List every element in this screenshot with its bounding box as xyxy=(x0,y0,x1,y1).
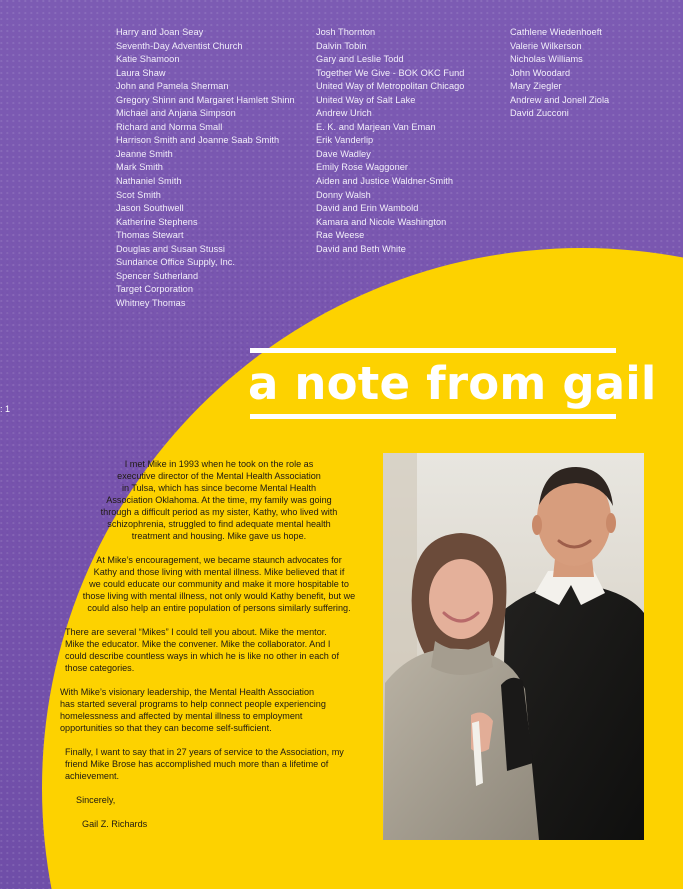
donor-name: Dalvin Tobin xyxy=(316,40,367,51)
portrait-illustration xyxy=(383,453,644,840)
donor-list-column-2 xyxy=(316,26,464,256)
donor-name: E. K. and Marjean Van Eman xyxy=(316,121,436,132)
donor-name: Kamara and Nicole Washington xyxy=(316,216,447,227)
donor-name: Jason Southwell xyxy=(116,203,184,214)
donor-name: Gregory Shinn and Margaret Hamlett Shinn xyxy=(116,94,295,105)
donor-name: Harrison Smith and Joanne Saab Smith xyxy=(116,135,280,146)
donor-name: Nathaniel Smith xyxy=(116,176,182,187)
donor-name: Spencer Sutherland xyxy=(116,270,199,281)
letter-closing: Sincerely, xyxy=(76,795,116,805)
donor-name: Andrew and Jonell Ziola xyxy=(510,94,610,105)
donor-name: Seventh-Day Adventist Church xyxy=(116,40,243,51)
donor-name: David and Beth White xyxy=(316,243,406,254)
donor-name: Jeanne Smith xyxy=(116,148,173,159)
donor-name: Mark Smith xyxy=(116,162,163,173)
donor-name: Katherine Stephens xyxy=(116,216,198,227)
donor-name: Valerie Wilkerson xyxy=(510,40,582,51)
title-rule-top xyxy=(250,348,616,353)
donor-name: Gary and Leslie Todd xyxy=(316,54,404,65)
donor-name: Rae Weese xyxy=(316,230,365,241)
donor-name: Cathlene Wiedenhoeft xyxy=(510,27,602,37)
donor-name: Nicholas Williams xyxy=(510,54,583,65)
donor-name: Erik Vanderlip xyxy=(316,135,374,146)
donor-name: Laura Shaw xyxy=(116,67,166,78)
title-rule-bottom xyxy=(250,414,616,419)
donor-name: Katie Shamoon xyxy=(116,54,180,65)
donor-name: John and Pamela Sherman xyxy=(116,81,229,92)
donor-name: Emily Rose Waggoner xyxy=(316,162,409,173)
donor-name: David Zucconi xyxy=(510,108,569,119)
donor-name: United Way of Salt Lake xyxy=(316,94,416,105)
donor-name: Donny Walsh xyxy=(316,189,371,200)
donor-name: Dave Wadley xyxy=(316,148,371,159)
donor-list-column-3 xyxy=(510,26,609,121)
donor-name: Aiden and Justice Waldner-Smith xyxy=(316,176,454,187)
letter-paragraph-5: Finally, I want to say that in 27 years of service to the Association, my friend Mike Brose has accomplished much more than a lifetime of achievement. xyxy=(65,747,344,781)
donor-name: Together We Give - BOK OKC Fund xyxy=(316,67,465,78)
letter-paragraph-3: There are several “Mikes” I could tell you about. Mike the mentor. Mike the educator. Mike the convener. Mike the collaborator. And I could describe countless ways in which he is like no other in each of those categories. xyxy=(65,627,339,673)
donor-name: Thomas Stewart xyxy=(116,230,184,241)
donor-name: Target Corporation xyxy=(116,284,193,295)
letter-paragraph-2: At Mike’s encouragement, we became staunch advocates for Kathy and those living with mental illness. Mike believed that if we could educate our community and make it more hospitable to those living with mental illness, not only would Kathy benefit, but we could also help an entire population of persons similarly suffering. xyxy=(82,555,356,613)
donor-name: Richard and Norma Small xyxy=(116,121,223,132)
page-edge-mark: : 1 xyxy=(0,404,11,414)
donor-name: John Woodard xyxy=(510,67,571,78)
donor-list-column-1 xyxy=(116,26,295,310)
donor-name: Whitney Thomas xyxy=(116,297,186,308)
donor-name: Josh Thornton xyxy=(316,27,376,37)
donor-name: United Way of Metropolitan Chicago xyxy=(316,81,465,92)
donor-name: Douglas and Susan Stussi xyxy=(116,243,225,254)
letter-paragraph-1: I met Mike in 1993 when he took on the role as executive director of the Mental Health Association in Tulsa, which has since become Mental Health Association Oklahoma. At the time, my family was going through a difficult period as my sister, Kathy, who lived with schizophrenia, struggled to find adequate mental health treatment and housing. Mike gave us hope. xyxy=(100,459,338,541)
donor-name: David and Erin Wambold xyxy=(316,203,419,214)
donor-name: Sundance Office Supply, Inc. xyxy=(116,257,236,268)
photo-gail-and-mike xyxy=(383,453,644,840)
letter-paragraph-4: With Mike’s visionary leadership, the Mental Health Association has started several programs to help connect people experiencing homelessness and affected by mental illness to employment opportunities so that they can become self-sufficient. xyxy=(60,687,326,733)
letter-signature: Gail Z. Richards xyxy=(82,819,148,829)
letter-body xyxy=(60,458,378,830)
donor-name: Michael and Anjana Simpson xyxy=(116,108,236,119)
donor-name: Andrew Urich xyxy=(316,108,372,119)
donor-name: Mary Ziegler xyxy=(510,81,562,92)
note-title: a note from gail xyxy=(248,357,657,410)
donor-name: Scot Smith xyxy=(116,189,161,200)
donor-name: Harry and Joan Seay xyxy=(116,27,204,37)
